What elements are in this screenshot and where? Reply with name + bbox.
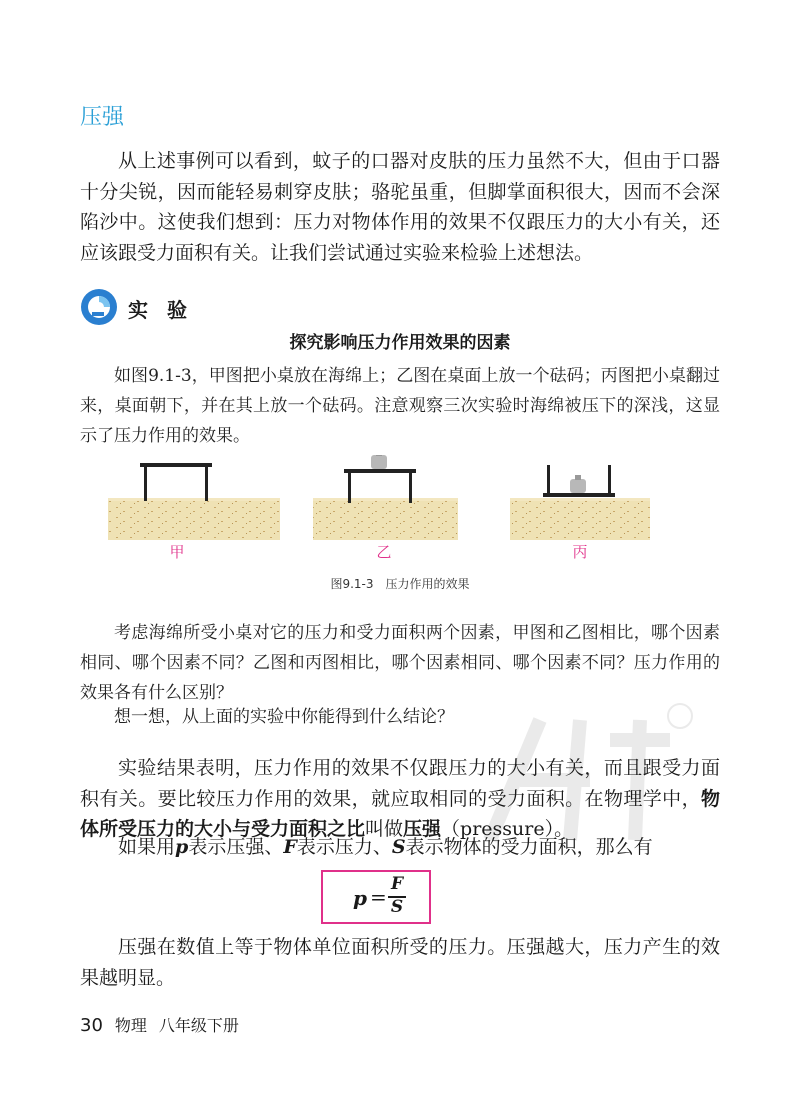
- panel-label-yi: 乙: [376, 543, 392, 561]
- conclusion-text-b: 叫做: [365, 818, 404, 840]
- formula-numerator: F: [390, 874, 404, 894]
- symbol-p: p: [175, 836, 189, 858]
- page-footer: [80, 1013, 239, 1036]
- symbols-text-d: 表示物体的受力面积，那么有: [405, 836, 653, 858]
- intro-paragraph: 从上述事例可以看到，蚊子的口器对皮肤的压力虽然不大，但由于口器十分尖锐，因而能轻易刺穿皮肤；骆驼虽重，但脚掌面积很大，因而不会深陷沙中。这使我们想到：压力对物体作用的效果不仅跟压力的大小有关，还应该跟受力面积有关。让我们尝试通过实验来检验上述想法。: [80, 150, 720, 264]
- pressure-formula: [321, 870, 431, 924]
- symbols-paragraph: [80, 832, 720, 863]
- formula-denominator: S: [390, 897, 404, 917]
- symbol-F: F: [283, 836, 297, 858]
- symbols-text-a: 如果用: [118, 836, 176, 858]
- panel-yi-illustration: [313, 455, 458, 540]
- experiment-icon: [80, 288, 118, 326]
- panel-bing-illustration: [510, 465, 650, 540]
- footer-subject: 物理: [114, 1016, 147, 1035]
- formula-lhs: p: [353, 886, 367, 910]
- formula-equals: =: [370, 885, 387, 909]
- section-title: 压强: [80, 105, 125, 130]
- panel-jia-illustration: [108, 463, 280, 540]
- conclusion-paragraph: [80, 753, 720, 845]
- experiment-header: [80, 288, 220, 328]
- symbol-S: S: [391, 836, 406, 858]
- footer-grade: 八年级下册: [158, 1016, 239, 1035]
- experiment-label: 实 验: [128, 298, 193, 322]
- symbols-text-b: 表示压强、: [188, 836, 284, 858]
- conclusion-term: 压强: [403, 818, 442, 840]
- experiment-description: 如图9.1-3，甲图把小桌放在海绵上；乙图在桌面上放一个砝码；丙图把小桌翻过来，桌面朝下，并在其上放一个砝码。注意观察三次实验时海绵被压下的深浅，这显示了压力作用的效果。: [80, 366, 720, 446]
- conclusion-definition: 物体所受压力的大小与受力面积之比: [80, 787, 720, 840]
- think-paragraph: 想一想，从上面的实验中你能得到什么结论？: [114, 707, 454, 727]
- page-number: 30: [80, 1015, 103, 1036]
- closing-paragraph: 压强在数值上等于物体单位面积所受的压力。压强越大，压力产生的效果越明显。: [80, 936, 720, 989]
- panel-label-jia: 甲: [169, 543, 185, 561]
- conclusion-text-c: （pressure）。: [441, 818, 574, 840]
- symbols-text-c: 表示压力、: [296, 836, 392, 858]
- figure-illustration: [100, 455, 700, 540]
- conclusion-text-a: 实验结果表明，压力作用的效果不仅跟压力的大小有关，而且跟受力面积有关。要比较压力作用的效果，就应取相同的受力面积。在物理学中，: [80, 757, 720, 810]
- experiment-title: 探究影响压力作用效果的因素: [289, 333, 511, 353]
- question-paragraph: 考虑海绵所受小桌对它的压力和受力面积两个因素，甲图和乙图相比，哪个因素相同、哪个因素不同？乙图和丙图相比，哪个因素相同、哪个因素不同？压力作用的效果各有什么区别？: [80, 623, 720, 703]
- panel-label-bing: 丙: [572, 543, 588, 561]
- figure-caption: 图9.1-3 压力作用的效果: [330, 577, 470, 591]
